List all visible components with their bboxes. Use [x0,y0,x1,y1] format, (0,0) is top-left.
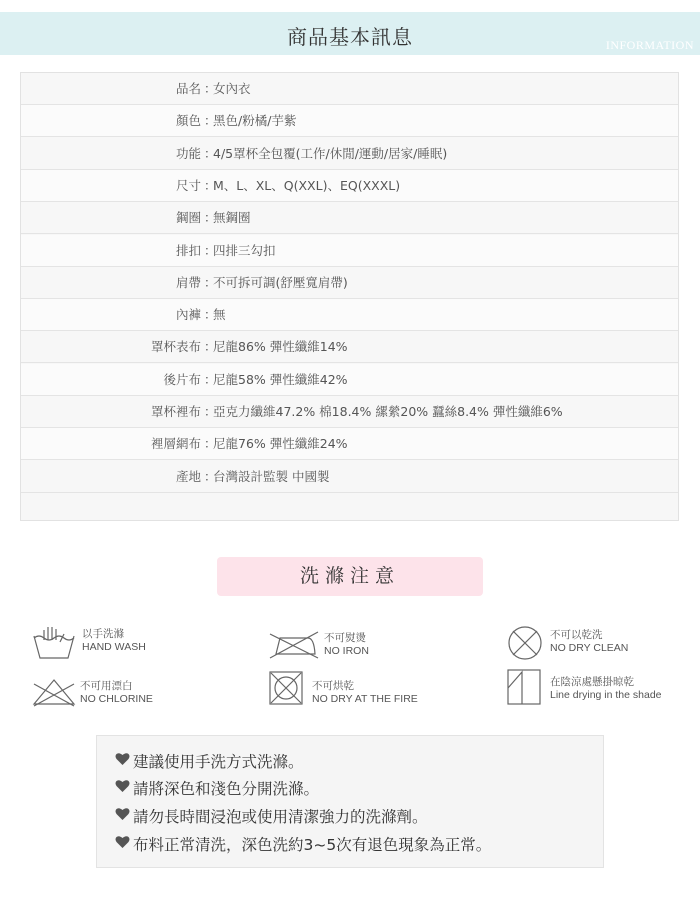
no-iron-icon [268,628,320,660]
care-no-iron [268,628,418,668]
no-chlorine-icon [30,676,78,708]
line-dry-shade-icon [506,668,542,706]
spec-label: 肩帶 [175,274,201,290]
header-subtitle: INFORMATION [605,38,694,52]
spec-value: 不可拆可調(舒壓寬肩帶) [213,274,348,290]
care-label-en: Line drying in the shade [550,689,662,701]
care-label-zh: 不可熨燙 [324,632,366,644]
spec-colon: ： [204,371,217,387]
spec-colon: ： [204,436,217,452]
note-item [133,805,428,827]
note-text: 請勿長時間浸泡或使用清潔強力的洗滌劑。 [133,808,428,826]
spec-value: 亞克力纖維47.2% 棉18.4% 縲縈20% 蠶絲8.4% 彈性纖維6% [213,404,563,419]
spec-value: 4/5罩杯全包覆(工作/休閒/運動/居家/睡眠) [213,145,448,161]
spec-value: 尼龍76% 彈性纖維24% [213,436,348,452]
care-label-en: NO IRON [324,645,369,657]
spec-row [21,170,678,202]
spec-label: 品名 [175,81,201,96]
spec-label: 顏色 [175,113,201,129]
care-no-chlorine [30,676,220,716]
spec-label: 排扣 [175,242,201,258]
care-label-zh: 在陰涼處懸掛晾乾 [550,676,634,688]
spec-row [21,267,678,299]
no-tumble-dry-icon [268,670,304,706]
hand-wash-icon [30,624,78,662]
note-item [133,833,491,855]
care-label-en: NO DRY AT THE FIRE [312,693,418,705]
care-line-dry-shade [506,668,676,708]
spec-label: 產地 [175,468,201,484]
spec-row [21,202,678,234]
spec-label: 裡層網布 [150,436,201,452]
spec-value: 黑色/粉橘/芋紫 [213,113,297,129]
spec-colon: ： [204,113,217,129]
note-text: 請將深色和淺色分開洗滌。 [133,780,320,798]
heart-icon [115,752,130,766]
spec-label: 內褲 [175,307,201,323]
spec-row [21,299,678,331]
spec-row [21,461,678,493]
spec-label: 罩杯表布 [150,339,201,355]
spec-colon: ： [204,210,217,226]
spec-table [20,72,679,521]
spec-colon: ： [204,339,217,355]
care-label-zh: 以手洗滌 [82,628,124,640]
note-item [133,750,304,772]
spec-label: 尺寸 [175,177,201,193]
note-item [133,777,319,799]
page-title: 商品基本訊息 [287,25,413,49]
spec-value: 四排三勾扣 [213,242,276,258]
spec-row [21,396,678,428]
care-label-zh: 不可以乾洗 [550,629,603,641]
spec-colon: ： [204,307,217,323]
care-label-zh: 不可用漂白 [80,680,133,692]
spec-row [21,364,678,396]
note-text: 布料正常清洗，深色洗約3~5次有退色現象為正常。 [133,836,492,854]
spec-value: 無 [213,307,226,323]
spec-value: 女內衣 [213,81,251,96]
spec-colon: ： [204,242,217,258]
care-notes-box [96,735,604,868]
care-no-dry-clean [506,625,676,665]
spec-colon: ： [204,274,217,290]
spec-row [21,428,678,460]
care-no-tumble-dry [268,670,438,710]
spec-value: 尼龍86% 彈性纖維14% [213,339,348,355]
spec-colon: ： [204,468,217,484]
no-dry-clean-icon [506,625,544,661]
spec-label: 功能 [175,145,201,161]
spec-colon: ： [204,81,217,96]
spec-label: 後片布 [163,371,201,387]
care-hand-wash [30,624,220,664]
spec-colon: ： [204,404,217,419]
spec-value: 尼龍58% 彈性纖維42% [213,371,348,387]
note-text: 建議使用手洗方式洗滌。 [133,753,304,771]
spec-value: 無鋼圈 [213,210,251,226]
heart-icon [115,779,130,793]
spec-row [21,138,678,170]
care-label-en: NO CHLORINE [80,693,153,705]
spec-row [21,331,678,363]
spec-value: M、L、XL、Q(XXL)、EQ(XXXL) [213,177,401,193]
care-heading: 洗滌注意 [217,557,483,596]
spec-row [21,105,678,137]
care-label-en: HAND WASH [82,641,146,653]
care-label-en: NO DRY CLEAN [550,642,629,654]
spec-label: 罩杯裡布 [150,404,201,419]
heart-icon [115,835,130,849]
spec-label: 鋼圈 [175,210,201,226]
spec-row [21,235,678,267]
spec-value: 台灣設計監製 中國製 [213,468,330,484]
heart-icon [115,807,130,821]
spec-colon: ： [204,145,217,161]
spec-row [21,73,678,105]
care-label-zh: 不可烘乾 [312,680,354,692]
spec-colon: ： [204,177,217,193]
